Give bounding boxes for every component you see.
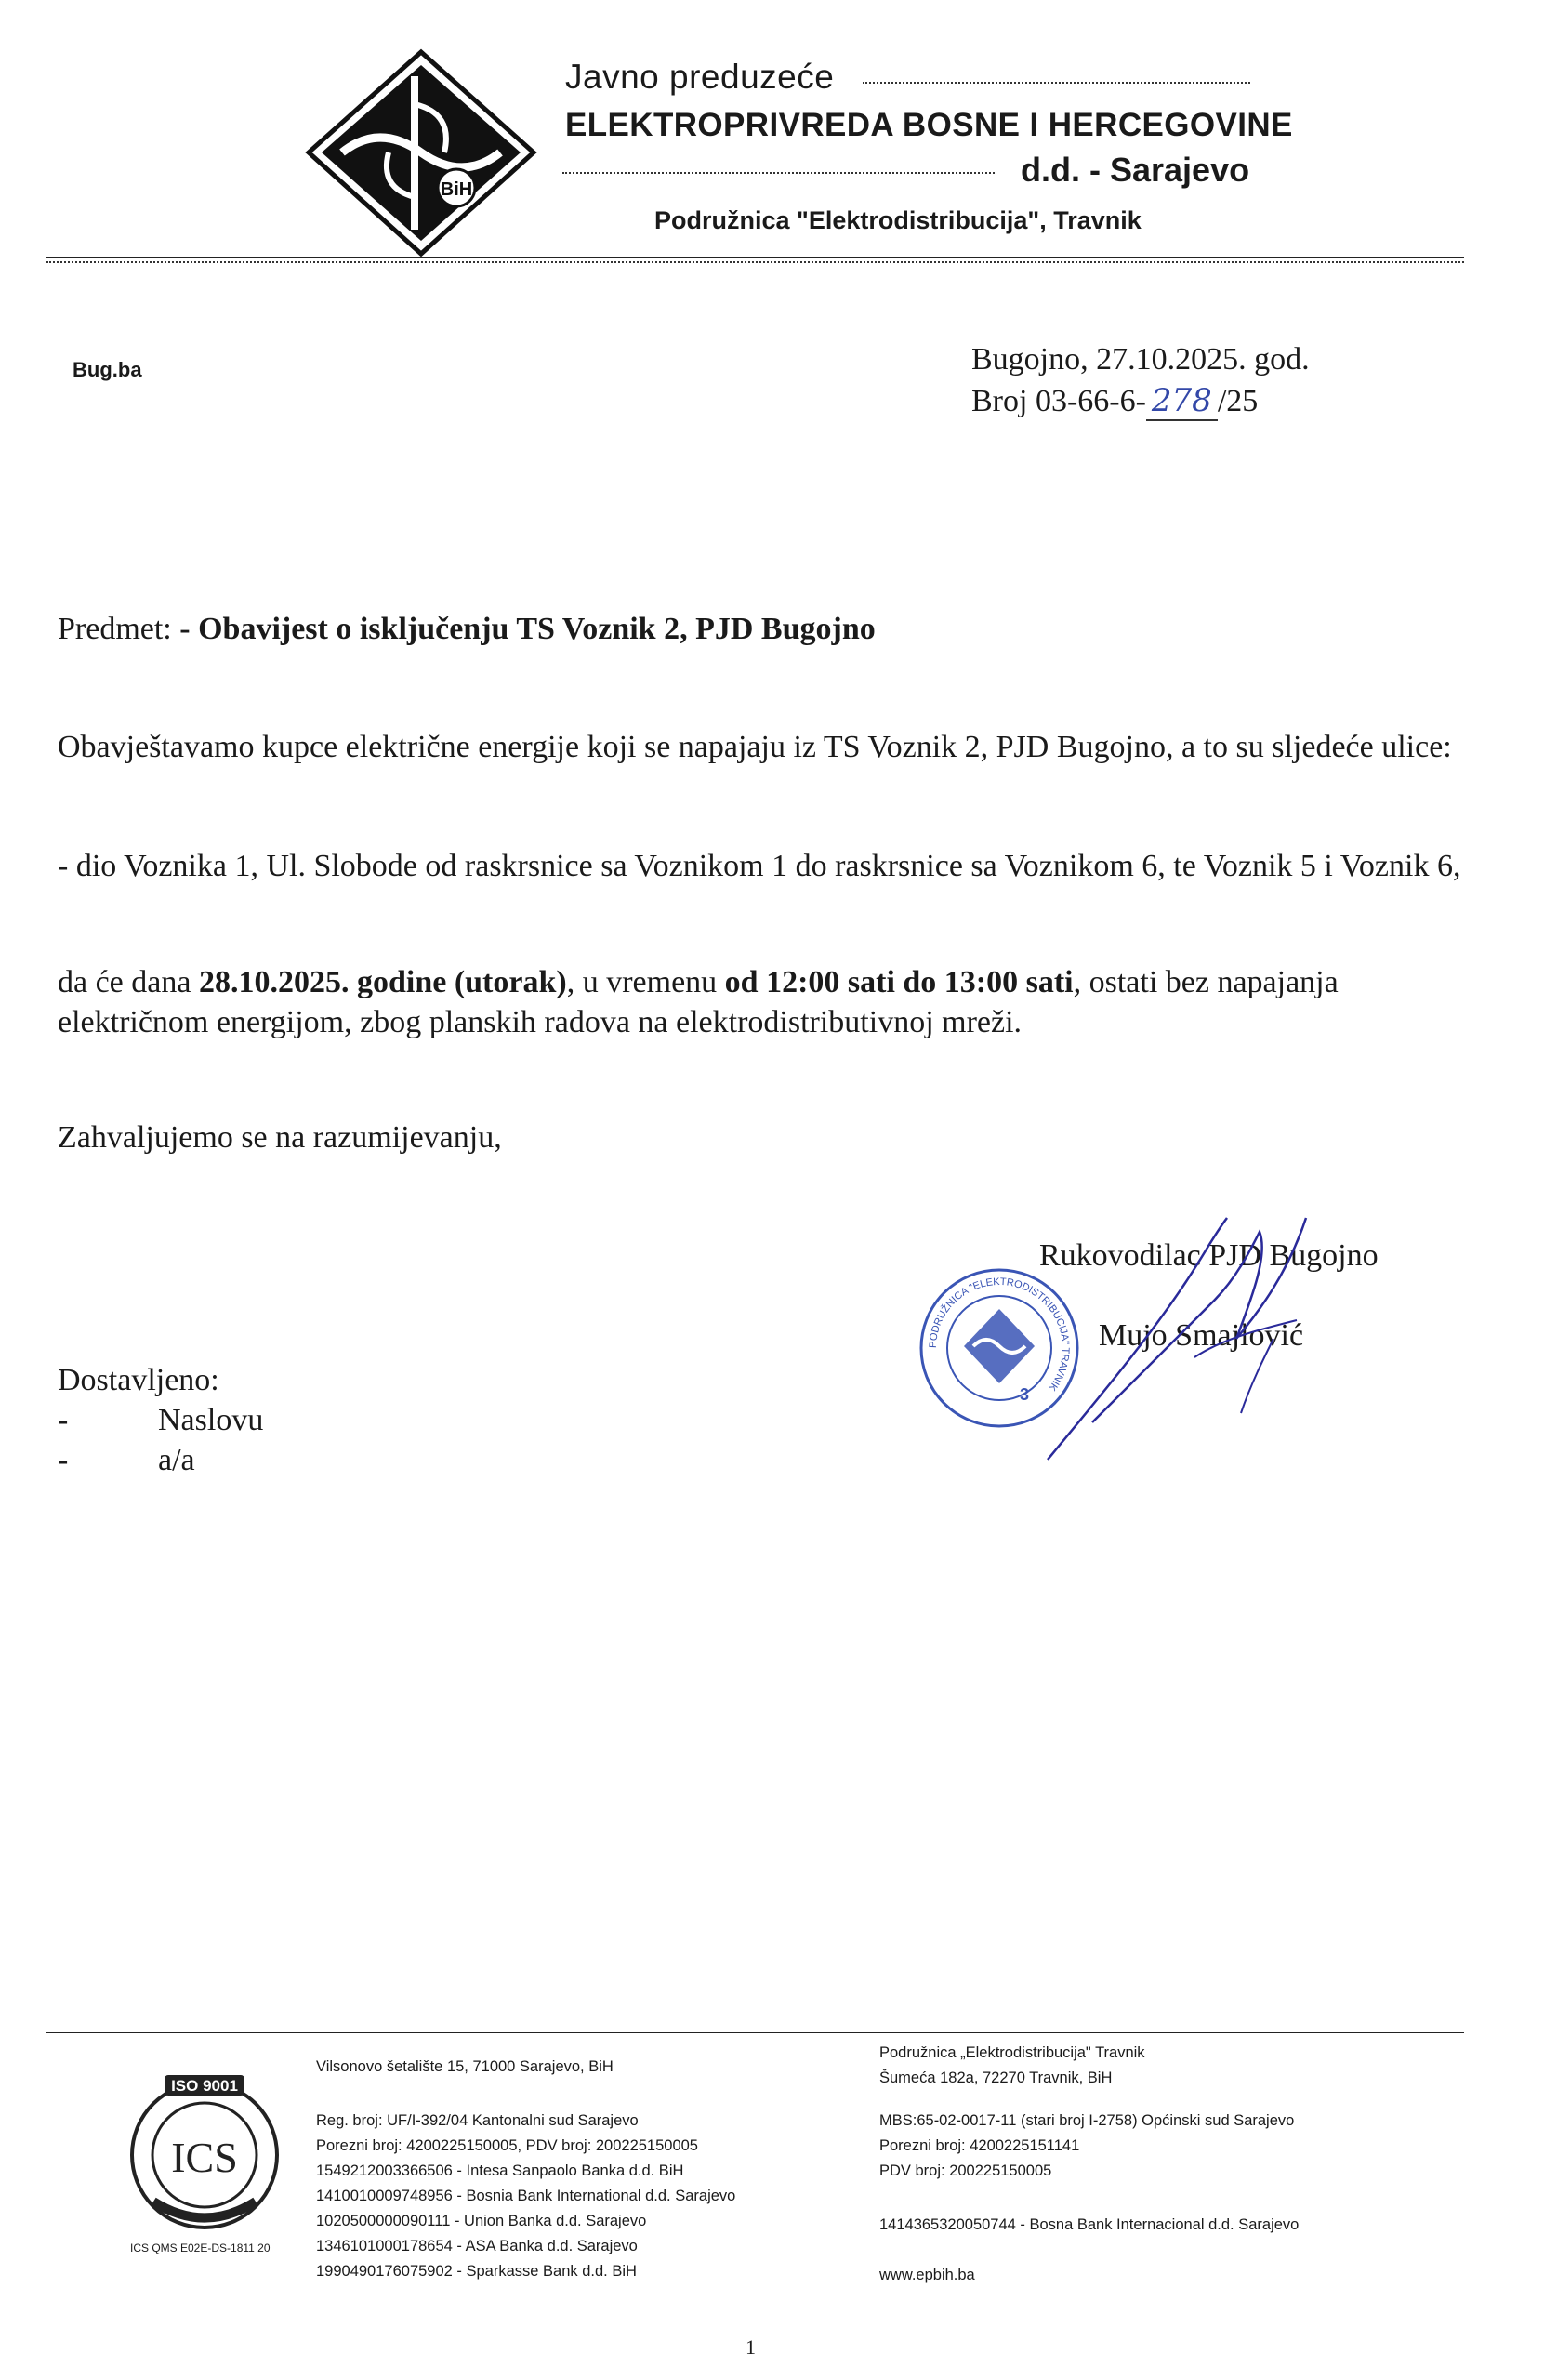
delivered-label: Dostavljeno: xyxy=(58,1363,219,1397)
footer-line: Porezni broj: 4200225150005, PDV broj: 200225150005 xyxy=(316,2137,698,2154)
footer-line: MBS:65-02-0017-11 (stari broj I-2758) Općinski sud Sarajevo xyxy=(879,2112,1295,2129)
footer-line: PDV broj: 200225150005 xyxy=(879,2162,1052,2179)
stamp-text: PODRUŽNICA "ELEKTRODISTRIBUCIJA" TRAVNIK xyxy=(927,1276,1072,1394)
footer-tax-block xyxy=(879,2109,1294,2184)
outage-date: 28.10.2025. godine (utorak) xyxy=(198,965,567,999)
outage-time: od 12:00 sati do 13:00 sati xyxy=(724,965,1074,999)
signatory-title: Rukovodilac PJD Bugojno xyxy=(1039,1238,1379,1273)
footer-line: Reg. broj: UF/I-392/04 Kantonalni sud Sarajevo xyxy=(316,2112,639,2129)
letterhead-line-1: Javno preduzeće xyxy=(565,58,835,96)
handwritten-signature xyxy=(1036,1199,1371,1469)
letterhead-divider xyxy=(46,257,1464,258)
outage-text-a: da će dana xyxy=(58,965,199,999)
subject-label: Predmet: xyxy=(58,612,172,646)
reference-handwritten: 278 xyxy=(1146,382,1218,421)
letterhead-branch: Podružnica "Elektrodistribucija", Travnik xyxy=(654,206,1142,234)
letterhead-rule-2 xyxy=(562,172,995,174)
footer-line: 1990490176075902 - Sparkasse Bank d.d. BiH xyxy=(316,2263,637,2280)
stamp-number: 3 xyxy=(1020,1385,1030,1404)
reference-prefix: Broj 03-66-6- xyxy=(971,384,1146,418)
delivered-recipient: Naslovu xyxy=(158,1403,264,1437)
reference-suffix: /25 xyxy=(1217,384,1259,418)
footer-registration-block xyxy=(316,2109,735,2284)
reference-number xyxy=(971,380,1310,422)
footer-line: 1549212003366506 - Intesa Sanpaolo Banka d.d. BiH xyxy=(316,2162,684,2179)
footer-line: 1020500000090111 - Union Banka d.d. Sarajevo xyxy=(316,2213,647,2229)
page-number: 1 xyxy=(746,2335,756,2359)
footer-website-link[interactable]: www.epbih.ba xyxy=(879,2267,975,2283)
date-block xyxy=(971,339,1310,422)
date-line: Bugojno, 27.10.2025. god. xyxy=(971,342,1310,377)
footer-line: Podružnica „Elektrodistribucija" Travnik xyxy=(879,2044,1145,2061)
footer-line: 1346101000178654 - ASA Banka d.d. Sarajevo xyxy=(316,2238,638,2254)
letterhead-line-3: d.d. - Sarajevo xyxy=(1021,151,1250,189)
outage-text-c: , u vremenu xyxy=(566,965,725,999)
signatory-name: Mujo Smajlović xyxy=(1099,1318,1304,1353)
footer-divider xyxy=(46,2032,1464,2033)
delivered-item xyxy=(58,1400,263,1440)
thanks-line: Zahvaljujemo se na razumijevanju, xyxy=(58,1120,502,1155)
subject-text: - Obavijest o isključenju TS Voznik 2, PJD Bugojno xyxy=(171,612,876,646)
delivered-item xyxy=(58,1440,263,1480)
source-watermark: Bug.ba xyxy=(73,358,142,381)
company-logo xyxy=(305,48,537,258)
letterhead-company-name: ELEKTROPRIVREDA BOSNE I HERCEGOVINE xyxy=(565,107,1293,143)
delivered-recipient: a/a xyxy=(158,1443,195,1477)
logo-text: BiH xyxy=(440,179,473,200)
outage-text-e: , ostati bez napajanja električnom energijom, zbog planskih radova na elektrodistributivnoj mreži. xyxy=(58,965,1339,1039)
delivered-dash: - xyxy=(58,1443,69,1477)
paragraph-customers: Obavještavamo kupce električne energije koji se napajaju iz TS Voznik 2, PJD Bugojno, a to su sljedeće ulice: xyxy=(58,730,1452,764)
letterhead-rule-1 xyxy=(863,82,1250,84)
footer-line: Šumeća 182a, 72270 Travnik, BiH xyxy=(879,2069,1113,2086)
footer-bank-line: 1414365320050744 - Bosna Bank Internacional d.d. Sarajevo xyxy=(879,2216,1300,2233)
paragraph-outage xyxy=(58,962,1489,1042)
letterhead-divider-dotted xyxy=(46,261,1464,263)
footer-line: Porezni broj: 4200225151141 xyxy=(879,2137,1080,2154)
ics-text: ICS xyxy=(171,2134,238,2181)
subject-line xyxy=(58,609,876,649)
footer-branch-block xyxy=(879,2041,1145,2091)
iso-certification-badge xyxy=(125,2062,284,2239)
footer-address: Vilsonovo šetalište 15, 71000 Sarajevo, BiH xyxy=(316,2058,614,2075)
certificate-code: ICS QMS E02E-DS-1811 20 xyxy=(130,2241,271,2254)
paragraph-streets: - dio Voznika 1, Ul. Slobode od raskrsnice sa Voznikom 1 do raskrsnice sa Voznikom 6, te Voznik 5 i Voznik 6, xyxy=(58,849,1461,883)
iso-text: ISO 9001 xyxy=(171,2077,238,2095)
footer-line: 1410010009748956 - Bosnia Bank International d.d. Sarajevo xyxy=(316,2188,736,2204)
delivered-block xyxy=(58,1360,263,1480)
delivered-dash: - xyxy=(58,1403,69,1437)
